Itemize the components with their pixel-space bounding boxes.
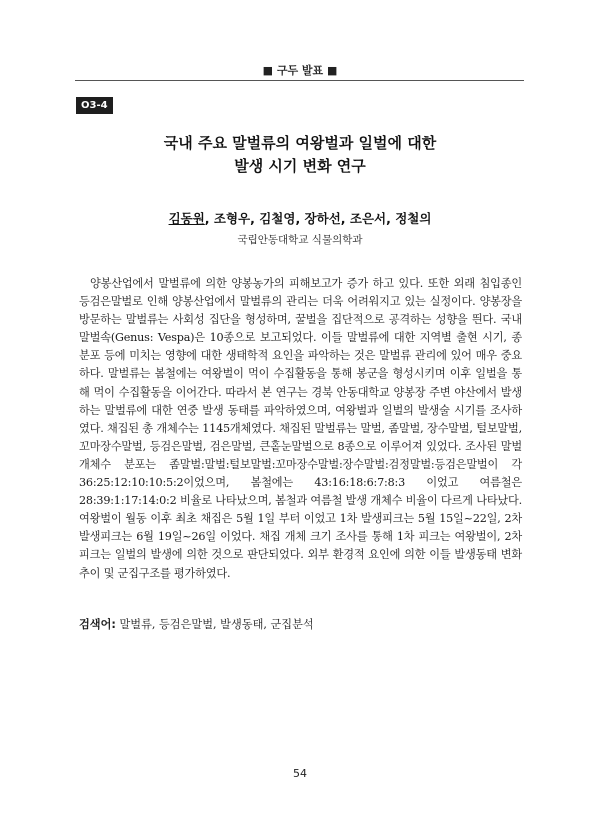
- keywords-label: 검색어:: [79, 618, 116, 631]
- abstract-body: 양봉산업에서 말벌류에 의한 양봉농가의 피해보고가 증가 하고 있다. 또한 외래 침입종인 등검은말벌로 인해 양봉산업에서 말벌류의 관리는 더욱 어려워지고 있는 실정이다. 양봉장을 방문하는 말벌류는 사회성 집단을 형성하며, 꿀벌을 집단적으로 공격하는 성향을 띈다. 국내 말벌속(Genus: Vespa)은 10종으로 보고되었다. 이들 말벌류에 대한 지역별 출현 시기, 종 분포 등에 미치는 영향에 대한 생태학적 요인을 파악하는 것은 말벌류 관리에 있어 매우 중요하다. 말벌류는 봄철에는 여왕벌이 먹이 수집활동을 통해 봉군을 형성시키며 이후 일벌을 통해 먹이 수집활동을 이어간다. 따라서 본 연구는 경북 안동대학교 양봉장 주변 야산에서 발생하는 말벌류에 대한 연중 발생 동태를 파악하였으며, 여왕벌과 일벌의 발생술 시기를 조사하였다. 채집된 총 개체수는 1145개체였다. 채집된 말벌류는 말벌, 좀말벌, 장수말벌, 털보말벌, 꼬마장수말벌, 등검은말벌, 검은말벌, 큰홑눈말벌으로 8종으로 이루어져 있었다. 조사된 말벌 개체수 분포는 좀말벌:말벌:털보말벌:꼬마장수말벌:장수말벌:검정말벌:등검은말벌이 각 36:25:12:10:10:5:2이었으며, 봄철에는 43:16:18:6:7:8:3 이었고 여름철은 28:39:1:17:14:0:2 비율로 나타났으며, 봄철과 여름철 발생 개체수 비율이 다르게 나타났다. 여왕벌이 월동 이후 최초 채집은 5월 1일 부터 이었고 1차 발생피크는 5월 15일~22일, 2차 발생피크는 6월 19일~26일 이었다. 채집 개체 크기 조사를 통해 1차 피크는 여왕벌이, 2차 피크는 일벌의 발생에 의한 것으로 판단되었다. 외부 환경적 요인에 의한 이들 발생동태 변화 추이 및 군집구조를 평가하였다.: [79, 277, 522, 580]
- paper-title-line-1: 국내 주요 말벌류의 여왕벌과 일벌에 대한: [163, 134, 437, 152]
- co-authors: , 조형우, 김철영, 장하선, 조은서, 정철의: [204, 211, 432, 226]
- author-list: [60, 209, 540, 227]
- keywords-list: 말벌류, 등검은말벌, 발생동태, 군집분석: [115, 618, 314, 631]
- paper-title-line-2: 발생 시기 변화 연구: [234, 157, 366, 175]
- affiliation: 국립안동대학교 식물의학과: [237, 234, 363, 246]
- first-author: 김동원: [168, 211, 205, 226]
- header-divider: [75, 80, 524, 81]
- presentation-code-badge: O3-4: [76, 97, 113, 114]
- keywords-line: [79, 616, 522, 634]
- paper-title: [60, 132, 540, 178]
- page-number: 54: [293, 767, 307, 780]
- section-header: ■ 구두 발표 ■: [262, 64, 338, 77]
